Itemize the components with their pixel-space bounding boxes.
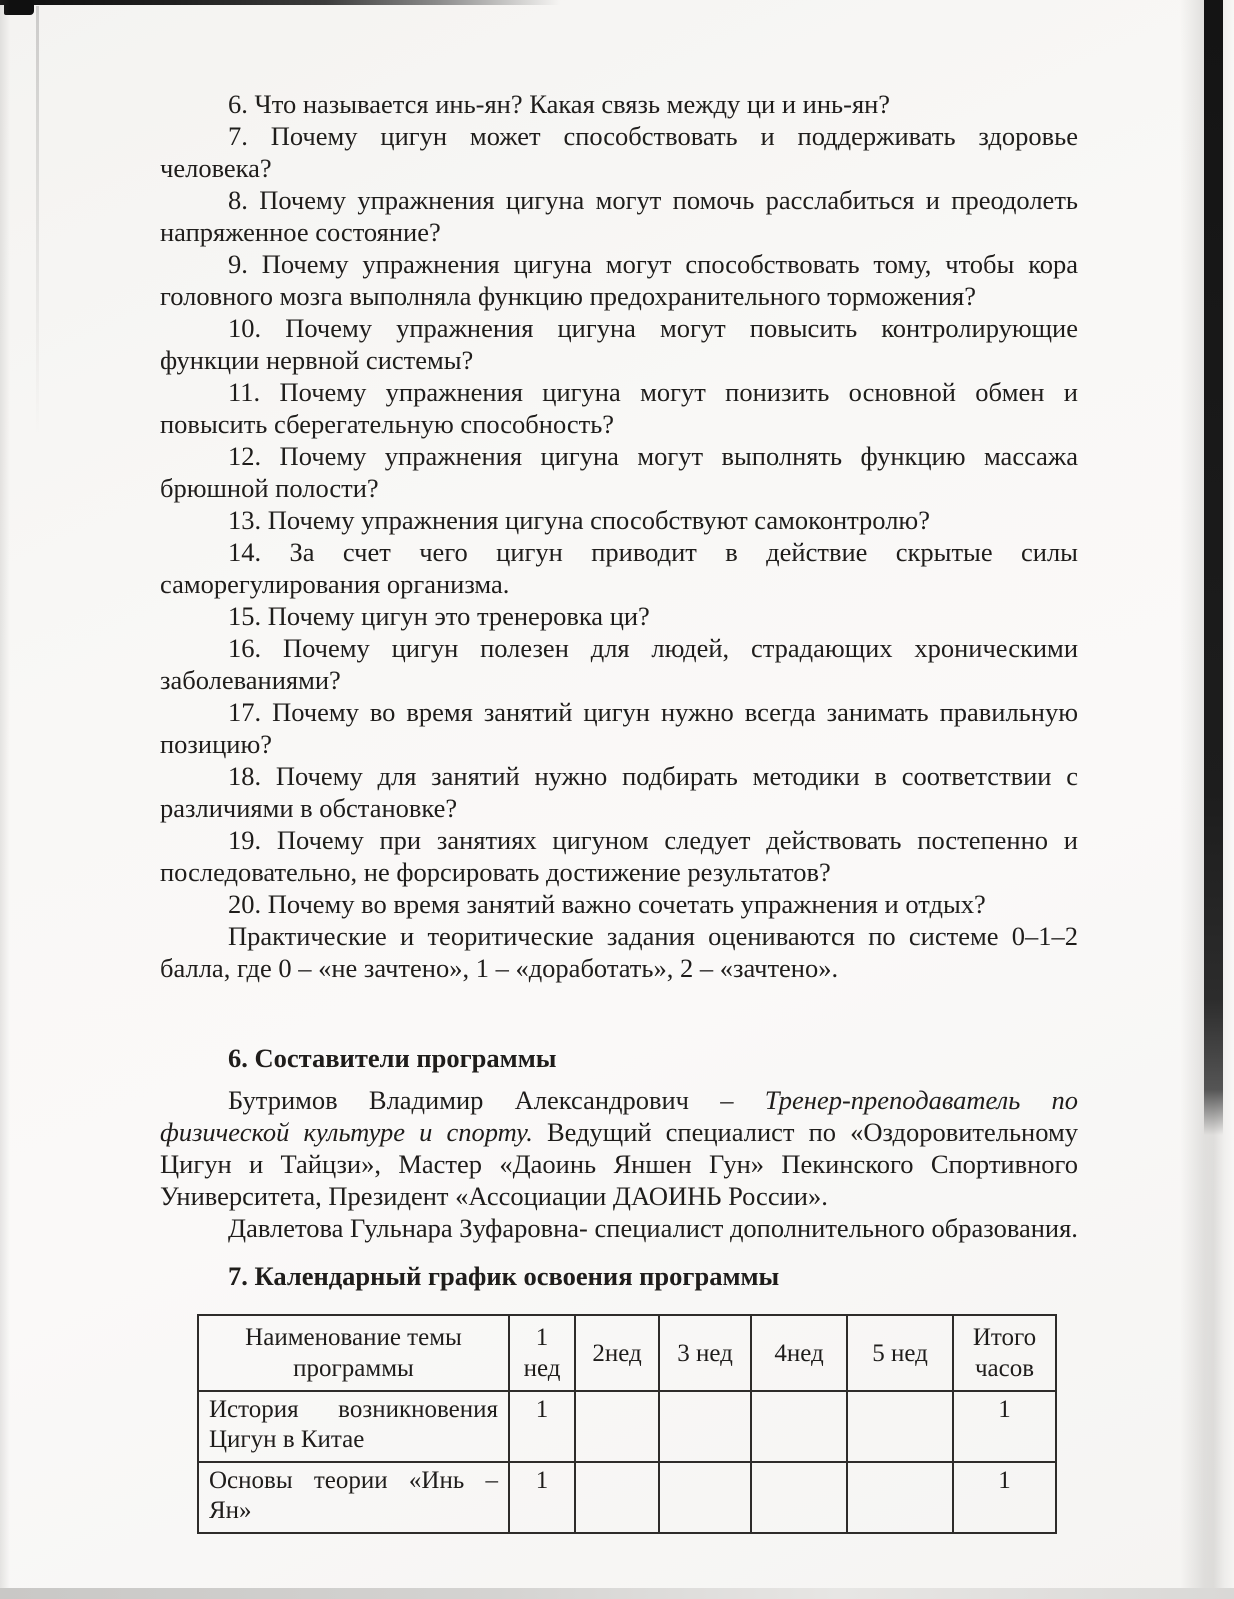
calendar-header-row — [198, 1315, 1056, 1391]
col-header-total-hours: Итого часов — [953, 1315, 1056, 1391]
section-compilers-heading: 6. Составители программы — [228, 1043, 557, 1073]
compiler-1-details: Ведущий специалист по «Оздоровительному Цигун и Тайцзи», Мастер «Даоинь Яншен Гун» Пекинского Спортивного Университета, Президент «Ассоциации ДАОИНЬ России». — [160, 1117, 1078, 1211]
question-11: 11. Почему упражнения цигуна могут понизить основной обмен и повысить сберегательную способность? — [160, 377, 1078, 439]
cell-topic: Основы теории «Инь – Ян» — [198, 1462, 509, 1533]
question-8: 8. Почему упражнения цигуна могут помочь расслабиться и преодолеть напряженное состояние? — [160, 185, 1078, 247]
compiler-1-paragraph — [160, 1084, 1078, 1212]
cell-total: 1 — [953, 1462, 1056, 1533]
question-16: 16. Почему цигун полезен для людей, страдающих хроническими заболеваниями? — [160, 633, 1078, 695]
question-10: 10. Почему упражнения цигуна могут повысить контролирующие функции нервной системы? — [160, 313, 1078, 375]
cell-week-4 — [751, 1391, 847, 1462]
calendar-table — [197, 1314, 1057, 1534]
cell-total: 1 — [953, 1391, 1056, 1462]
scoring-note: Практические и теоритические задания оцениваются по системе 0–1–2 балла, где 0 – «не зачтено», 1 – «доработать», 2 – «зачтено». — [160, 921, 1078, 983]
cell-week-3 — [659, 1462, 751, 1533]
cell-week-5 — [847, 1462, 953, 1533]
question-18: 18. Почему для занятий нужно подбирать методики в соответствии с различиями в обстановке? — [160, 761, 1078, 823]
col-header-week-1: 1 нед — [509, 1315, 575, 1391]
col-header-week-3: 3 нед — [659, 1315, 751, 1391]
question-19: 19. Почему при занятиях цигуном следует действовать постепенно и последовательно, не форсировать достижение результатов? — [160, 825, 1078, 887]
cell-week-1: 1 — [509, 1462, 575, 1533]
question-15: 15. Почему цигун это тренеровка ци? — [228, 601, 650, 631]
compiler-2-paragraph: Давлетова Гульнара Зуфаровна- специалист дополнительного образования. — [228, 1213, 1078, 1243]
question-13: 13. Почему упражнения цигуна способствуют самоконтролю? — [228, 505, 930, 535]
question-12: 12. Почему упражнения цигуна могут выполнять функцию массажа брюшной полости? — [160, 441, 1078, 503]
scan-bottom-strip — [0, 1588, 1234, 1599]
col-header-week-2: 2нед — [575, 1315, 659, 1391]
question-7: 7. Почему цигун может способствовать и поддерживать здоровье человека? — [160, 121, 1078, 183]
scan-right-dark-bar — [1204, 0, 1223, 1135]
calendar-row-history — [198, 1391, 1056, 1462]
document-body — [160, 88, 1078, 1534]
cell-week-3 — [659, 1391, 751, 1462]
question-9: 9. Почему упражнения цигуна могут способствовать тому, чтобы кора головного мозга выполняла функцию предохранительного торможения? — [160, 249, 1078, 311]
cell-week-1: 1 — [509, 1391, 575, 1462]
cell-week-2 — [575, 1391, 659, 1462]
question-6: 6. Что называется инь-ян? Какая связь между ци и инь-ян? — [228, 89, 891, 119]
cell-week-5 — [847, 1391, 953, 1462]
scan-left-edge-shadow — [0, 0, 10, 1599]
cell-topic: История возникновения Цигун в Китае — [198, 1391, 509, 1462]
calendar-row-yin-yang — [198, 1462, 1056, 1533]
scan-top-edge-line — [0, 0, 560, 5]
compiler-1-name: Бутримов Владимир Александрович – — [228, 1085, 765, 1115]
compiler-1-job-title-italic: Тренер-преподаватель по физической культуре и спорту. — [160, 1085, 1078, 1147]
scan-left-faint-line — [36, 6, 39, 436]
cell-week-4 — [751, 1462, 847, 1533]
question-17: 17. Почему во время занятий цигун нужно всегда занимать правильную позицию? — [160, 697, 1078, 759]
question-14: 14. За счет чего цигун приводит в действие скрытые силы саморегулирования организма. — [160, 537, 1078, 599]
question-20: 20. Почему во время занятий важно сочетать упражнения и отдых? — [228, 889, 986, 919]
section-calendar-heading: 7. Календарный график освоения программы — [228, 1261, 780, 1291]
col-header-topic: Наименование темы программы — [198, 1315, 509, 1391]
col-header-week-4: 4нед — [751, 1315, 847, 1391]
col-header-week-5: 5 нед — [847, 1315, 953, 1391]
cell-week-2 — [575, 1462, 659, 1533]
